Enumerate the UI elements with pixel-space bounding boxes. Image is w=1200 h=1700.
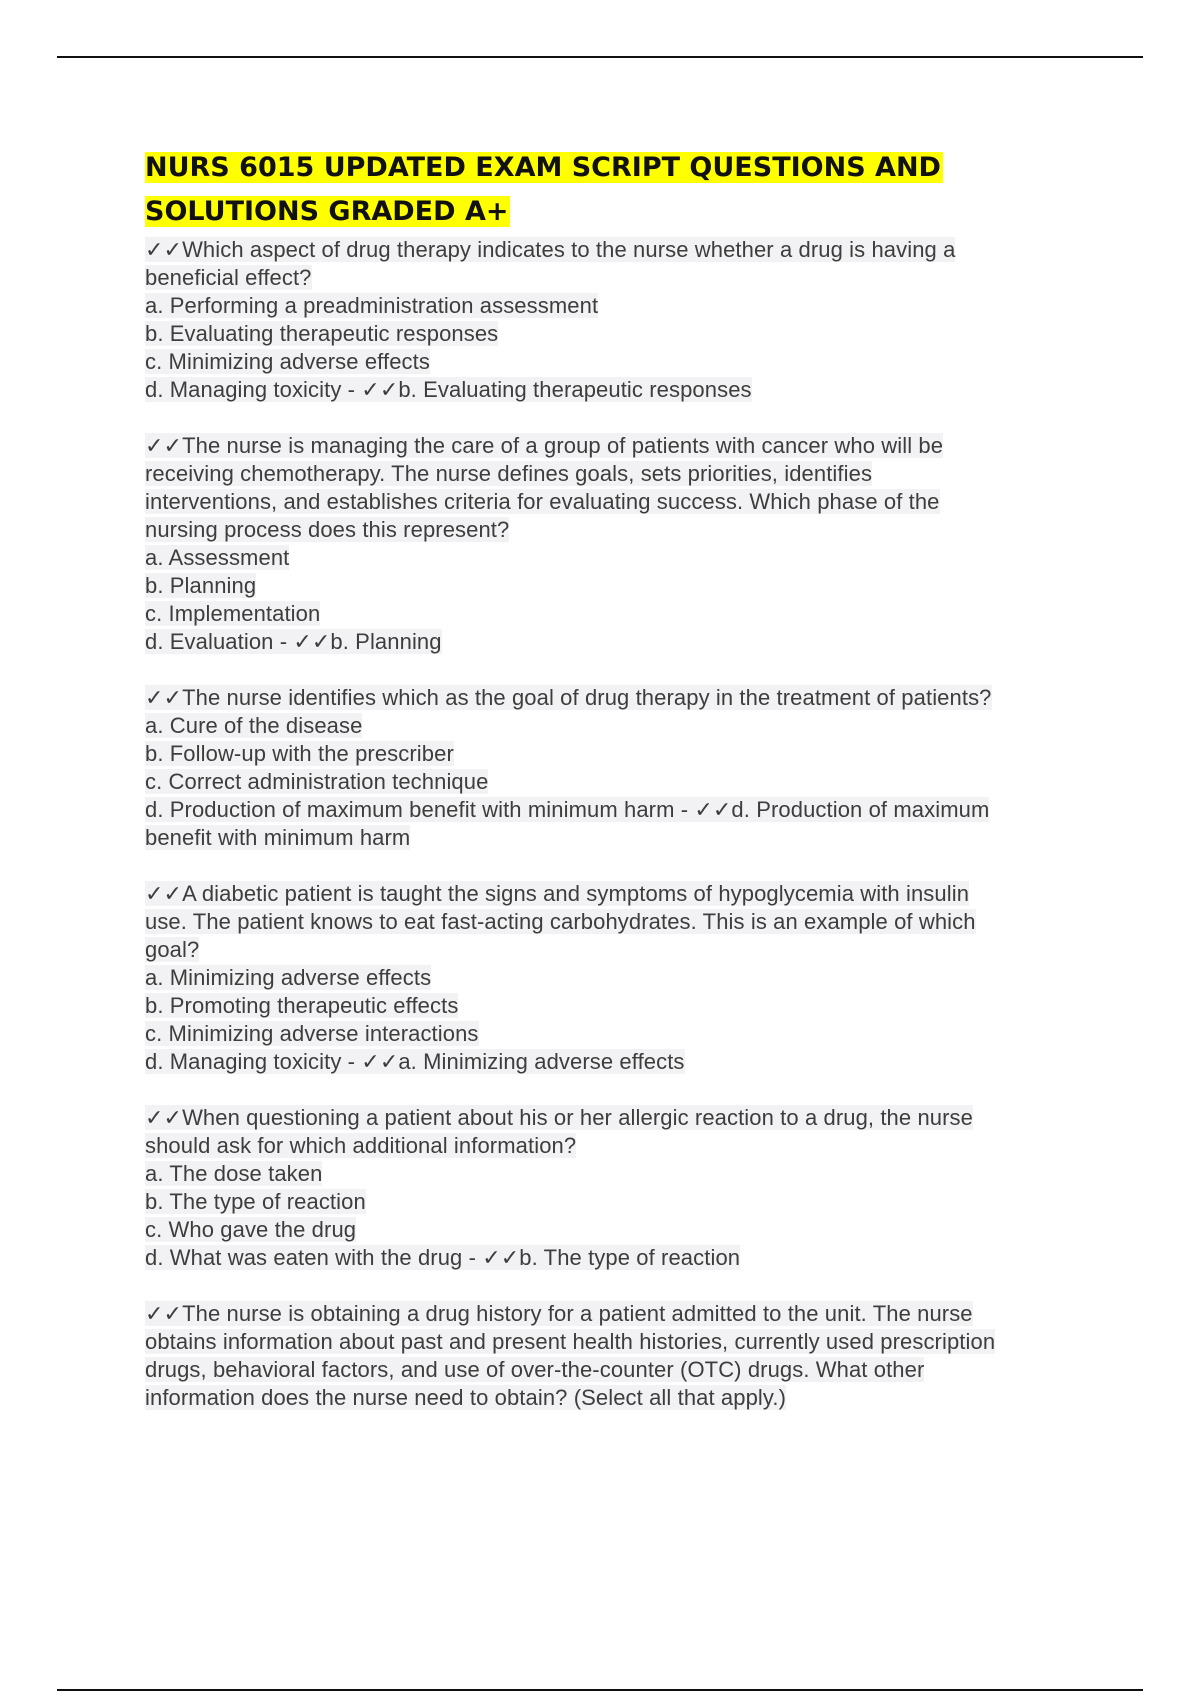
question-text: d. Managing toxicity - ✓✓b. Evaluating therapeutic responses (145, 377, 752, 402)
question-stem-line (145, 432, 1085, 460)
question-line (145, 600, 1085, 628)
question-text: d. Production of maximum benefit with minimum harm - ✓✓d. Production of maximum (145, 797, 990, 822)
question-text: c. Correct administration technique (145, 769, 489, 794)
question-text: a. Performing a preadministration assessment (145, 293, 599, 318)
question-text: b. Evaluating therapeutic responses (145, 321, 499, 346)
question-text: d. Managing toxicity - ✓✓a. Minimizing adverse effects (145, 1049, 685, 1074)
footer-rule (57, 1689, 1143, 1691)
question-text: receiving chemotherapy. The nurse defines goals, sets priorities, identifies (145, 461, 873, 486)
question-text: d. What was eaten with the drug - ✓✓b. The type of reaction (145, 1245, 741, 1270)
question-line (145, 936, 1085, 964)
title-line-1: NURS 6015 UPDATED EXAM SCRIPT QUESTIONS AND (145, 152, 941, 183)
question-text: ✓✓The nurse identifies which as the goal of drug therapy in the treatment of patients? (145, 685, 992, 710)
question-text: b. The type of reaction (145, 1189, 366, 1214)
question-line (145, 1216, 1085, 1244)
question-text: c. Implementation (145, 601, 321, 626)
question-text: interventions, and establishes criteria for evaluating success. Which phase of the (145, 489, 940, 514)
question-block (145, 880, 1085, 1076)
question-text: b. Follow-up with the prescriber (145, 741, 454, 766)
question-line (145, 292, 1085, 320)
question-block (145, 432, 1085, 656)
question-line (145, 992, 1085, 1020)
question-line (145, 768, 1085, 796)
question-text: information does the nurse need to obtain? (Select all that apply.) (145, 1385, 787, 1410)
question-line (145, 1244, 1085, 1272)
question-stem-line (145, 880, 1085, 908)
header-rule (57, 56, 1143, 58)
document-title (145, 146, 1085, 234)
question-text: a. Assessment (145, 545, 290, 570)
question-text: ✓✓The nurse is managing the care of a group of patients with cancer who will be (145, 433, 944, 458)
question-stem-line (145, 1104, 1085, 1132)
question-line (145, 1384, 1085, 1412)
question-line (145, 264, 1085, 292)
question-text: ✓✓A diabetic patient is taught the signs and symptoms of hypoglycemia with insulin (145, 881, 970, 906)
question-text: b. Planning (145, 573, 257, 598)
question-line (145, 572, 1085, 600)
document-body (145, 146, 1085, 1440)
question-line (145, 488, 1085, 516)
question-text: a. Minimizing adverse effects (145, 965, 432, 990)
question-text: obtains information about past and present health histories, currently used prescription (145, 1329, 996, 1354)
question-text: c. Who gave the drug (145, 1217, 357, 1242)
question-text: use. The patient knows to eat fast-acting carbohydrates. This is an example of which (145, 909, 976, 934)
question-line (145, 712, 1085, 740)
question-text: goal? (145, 937, 200, 962)
question-text: ✓✓The nurse is obtaining a drug history for a patient admitted to the unit. The nurse (145, 1301, 973, 1326)
question-text: nursing process does this represent? (145, 517, 510, 542)
question-stem-line (145, 684, 1085, 712)
question-text: should ask for which additional information? (145, 1133, 577, 1158)
question-line (145, 740, 1085, 768)
question-text: c. Minimizing adverse interactions (145, 1021, 479, 1046)
question-line (145, 824, 1085, 852)
question-block (145, 236, 1085, 404)
question-line (145, 320, 1085, 348)
question-line (145, 348, 1085, 376)
question-text: drugs, behavioral factors, and use of over-the-counter (OTC) drugs. What other (145, 1357, 925, 1382)
question-text: b. Promoting therapeutic effects (145, 993, 459, 1018)
question-line (145, 544, 1085, 572)
question-stem-line (145, 236, 1085, 264)
question-line (145, 460, 1085, 488)
question-line (145, 1160, 1085, 1188)
question-line (145, 1020, 1085, 1048)
question-text: benefit with minimum harm (145, 825, 411, 850)
question-line (145, 796, 1085, 824)
question-list (145, 236, 1085, 1412)
question-block (145, 1104, 1085, 1272)
question-line (145, 1356, 1085, 1384)
question-block (145, 684, 1085, 852)
question-line (145, 1132, 1085, 1160)
question-text: c. Minimizing adverse effects (145, 349, 430, 374)
question-line (145, 964, 1085, 992)
title-line-2: SOLUTIONS GRADED A+ (145, 196, 509, 227)
question-text: d. Evaluation - ✓✓b. Planning (145, 629, 442, 654)
question-text: a. Cure of the disease (145, 713, 363, 738)
question-text: ✓✓When questioning a patient about his or her allergic reaction to a drug, the nurse (145, 1105, 973, 1130)
question-line (145, 1328, 1085, 1356)
question-stem-line (145, 1300, 1085, 1328)
question-line (145, 628, 1085, 656)
question-line (145, 1188, 1085, 1216)
question-line (145, 376, 1085, 404)
question-text: a. The dose taken (145, 1161, 323, 1186)
question-text: beneficial effect? (145, 265, 312, 290)
question-line (145, 516, 1085, 544)
question-line (145, 908, 1085, 936)
question-line (145, 1048, 1085, 1076)
question-block (145, 1300, 1085, 1412)
question-text: ✓✓Which aspect of drug therapy indicates to the nurse whether a drug is having a (145, 237, 956, 262)
